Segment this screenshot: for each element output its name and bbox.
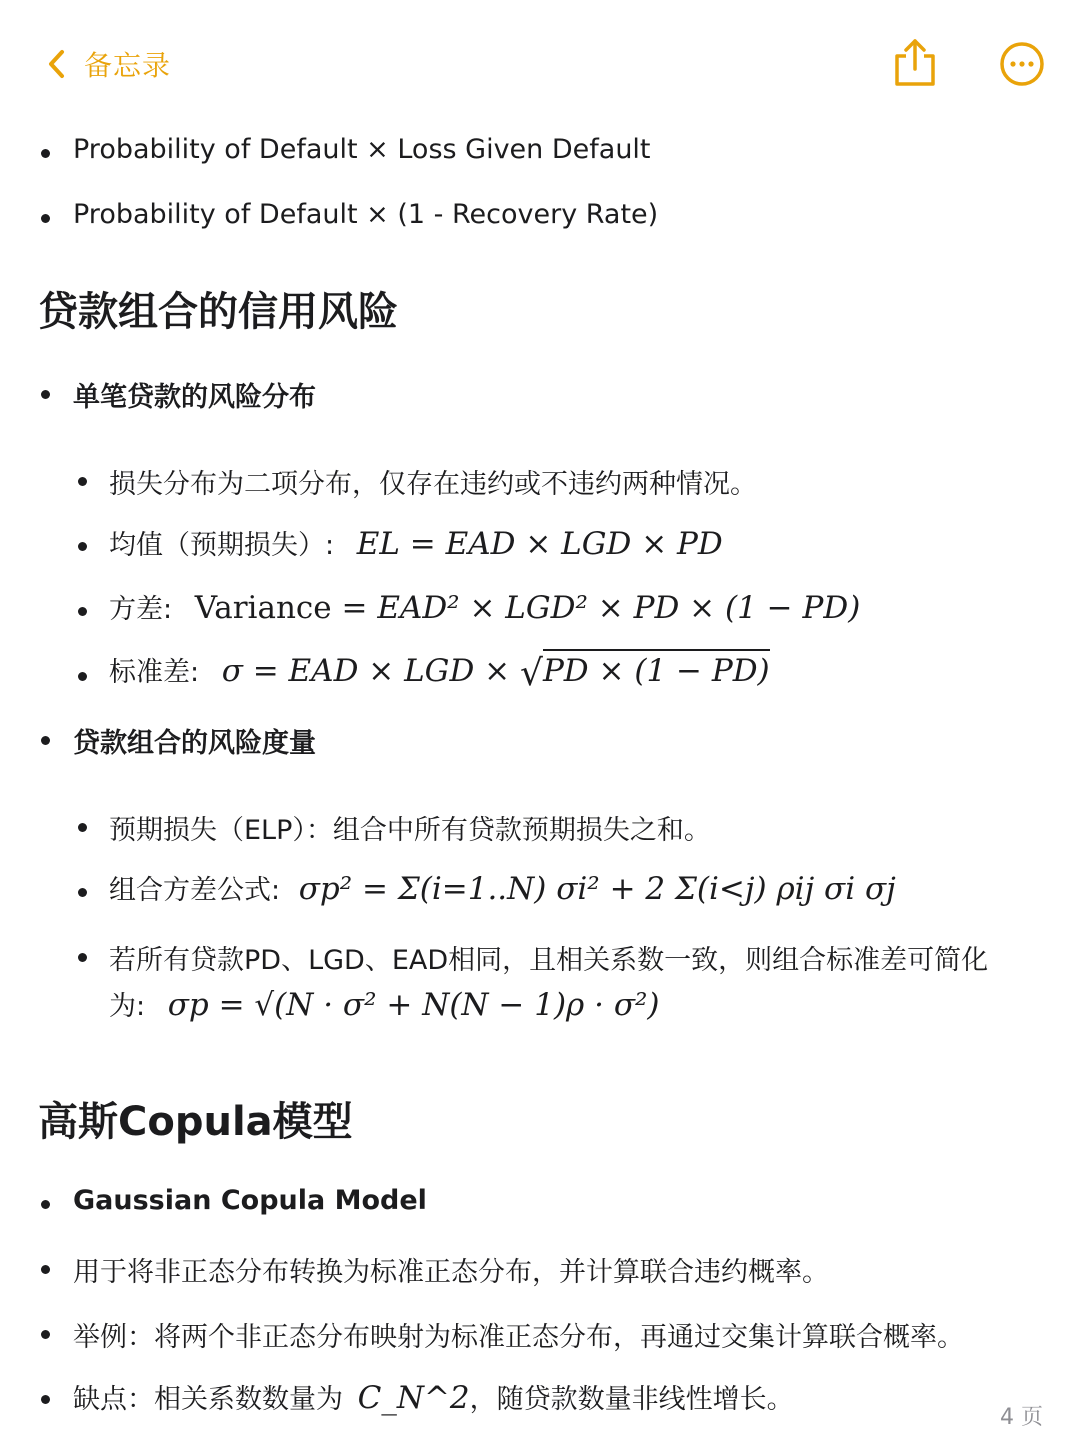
simplify-formula-text: σp = √(N · σ² + N(N − 1)ρ · σ²): [167, 987, 660, 1023]
std-label: 标准差:: [109, 657, 200, 688]
nav-bar: [0, 0, 1080, 120]
mean-formula: [357, 526, 723, 562]
bullet-dot: [41, 1330, 50, 1339]
bullet-dot: [78, 607, 87, 616]
variance-formula-text: EAD² × LGD² × PD × (1 − PD): [377, 590, 861, 626]
variance-prefix: Variance: [194, 590, 332, 626]
portfolio-variance-formula-text: σp² = Σ(i=1..N) σi² + 2 Σ(i<j) ρij σi σj: [298, 871, 896, 907]
list-item: 举例：将两个非正态分布映射为标准正态分布，再通过交集计算联合概率。: [73, 1322, 964, 1353]
bullet-dot: [41, 1265, 50, 1274]
drawback-suffix: ，随贷款数量非线性增长。: [469, 1384, 794, 1415]
variance-formula: Variance = EAD² × LGD² × PD × (1 − PD): [194, 590, 861, 626]
list-item: 若所有贷款PD、LGD、EAD相同，且相关系数一致，则组合标准差可简化: [109, 945, 989, 976]
mean-label: 均值（预期损失）:: [109, 530, 335, 561]
bullet-dot: [78, 672, 87, 681]
portfolio-variance-label: 组合方差公式:: [109, 875, 281, 906]
list-item-drawback: [73, 1377, 794, 1416]
back-button[interactable]: [44, 40, 171, 88]
portfolio-variance-formula: [299, 871, 896, 907]
bullet-dot: [78, 888, 87, 897]
bullet-dot: [41, 1395, 50, 1404]
list-item-variance: [109, 587, 860, 626]
simplify-formula: [168, 987, 660, 1023]
bullet-dot: [78, 823, 87, 832]
chevron-left-icon: [44, 47, 68, 81]
drawback-formula: [358, 1380, 470, 1416]
std-radicand: PD × (1 − PD): [543, 649, 770, 689]
bullet-dot: [78, 953, 87, 962]
drawback-formula-text: C_N^2: [357, 1380, 470, 1416]
bullet-dot: [41, 390, 50, 399]
bullet-dot: [78, 542, 87, 551]
bullet-dot: [78, 477, 87, 486]
simplify-label: 为:: [109, 991, 146, 1022]
subheading-portfolio: 贷款组合的风险度量: [73, 728, 316, 759]
std-prefix: σ = EAD × LGD ×: [221, 653, 511, 689]
mean-formula-text: EL = EAD × LGD × PD: [356, 526, 723, 562]
list-item: 用于将非正态分布转换为标准正态分布，并计算联合违约概率。: [73, 1257, 829, 1288]
ellipsis-circle-icon[interactable]: [998, 40, 1046, 88]
list-item-continuation: [109, 984, 660, 1023]
list-item-mean: [109, 523, 723, 562]
std-formula: [221, 653, 770, 694]
list-item: Probability of Default × (1 - Recovery Rate): [73, 199, 659, 230]
bullet-dot: [41, 1200, 50, 1209]
list-item: Probability of Default × Loss Given Default: [73, 134, 651, 165]
section-heading-copula: 高斯Copula模型: [38, 1099, 353, 1145]
subheading-single-loan: 单笔贷款的风险分布: [73, 382, 316, 413]
bullet-dot: [41, 149, 50, 158]
back-label: 备忘录: [84, 49, 172, 82]
page-count-badge: 4 页: [1000, 1405, 1043, 1430]
list-item: 预期损失（ELP）：组合中所有贷款预期损失之和。: [109, 815, 711, 846]
bullet-dot: [41, 736, 50, 745]
section-heading-credit-risk: 贷款组合的信用风险: [38, 289, 398, 335]
list-item: 损失分布为二项分布，仅存在违约或不违约两种情况。: [109, 469, 757, 500]
subheading-model-name: Gaussian Copula Model: [73, 1185, 427, 1216]
share-icon[interactable]: [892, 38, 938, 88]
bullet-dot: [41, 214, 50, 223]
drawback-label: 缺点：相关系数数量为: [73, 1384, 343, 1415]
variance-label: 方差:: [109, 594, 173, 625]
list-item-portfolio-variance: [109, 868, 896, 907]
sqrt-symbol: √PD × (1 − PD): [520, 653, 770, 694]
list-item-std: [109, 650, 770, 694]
